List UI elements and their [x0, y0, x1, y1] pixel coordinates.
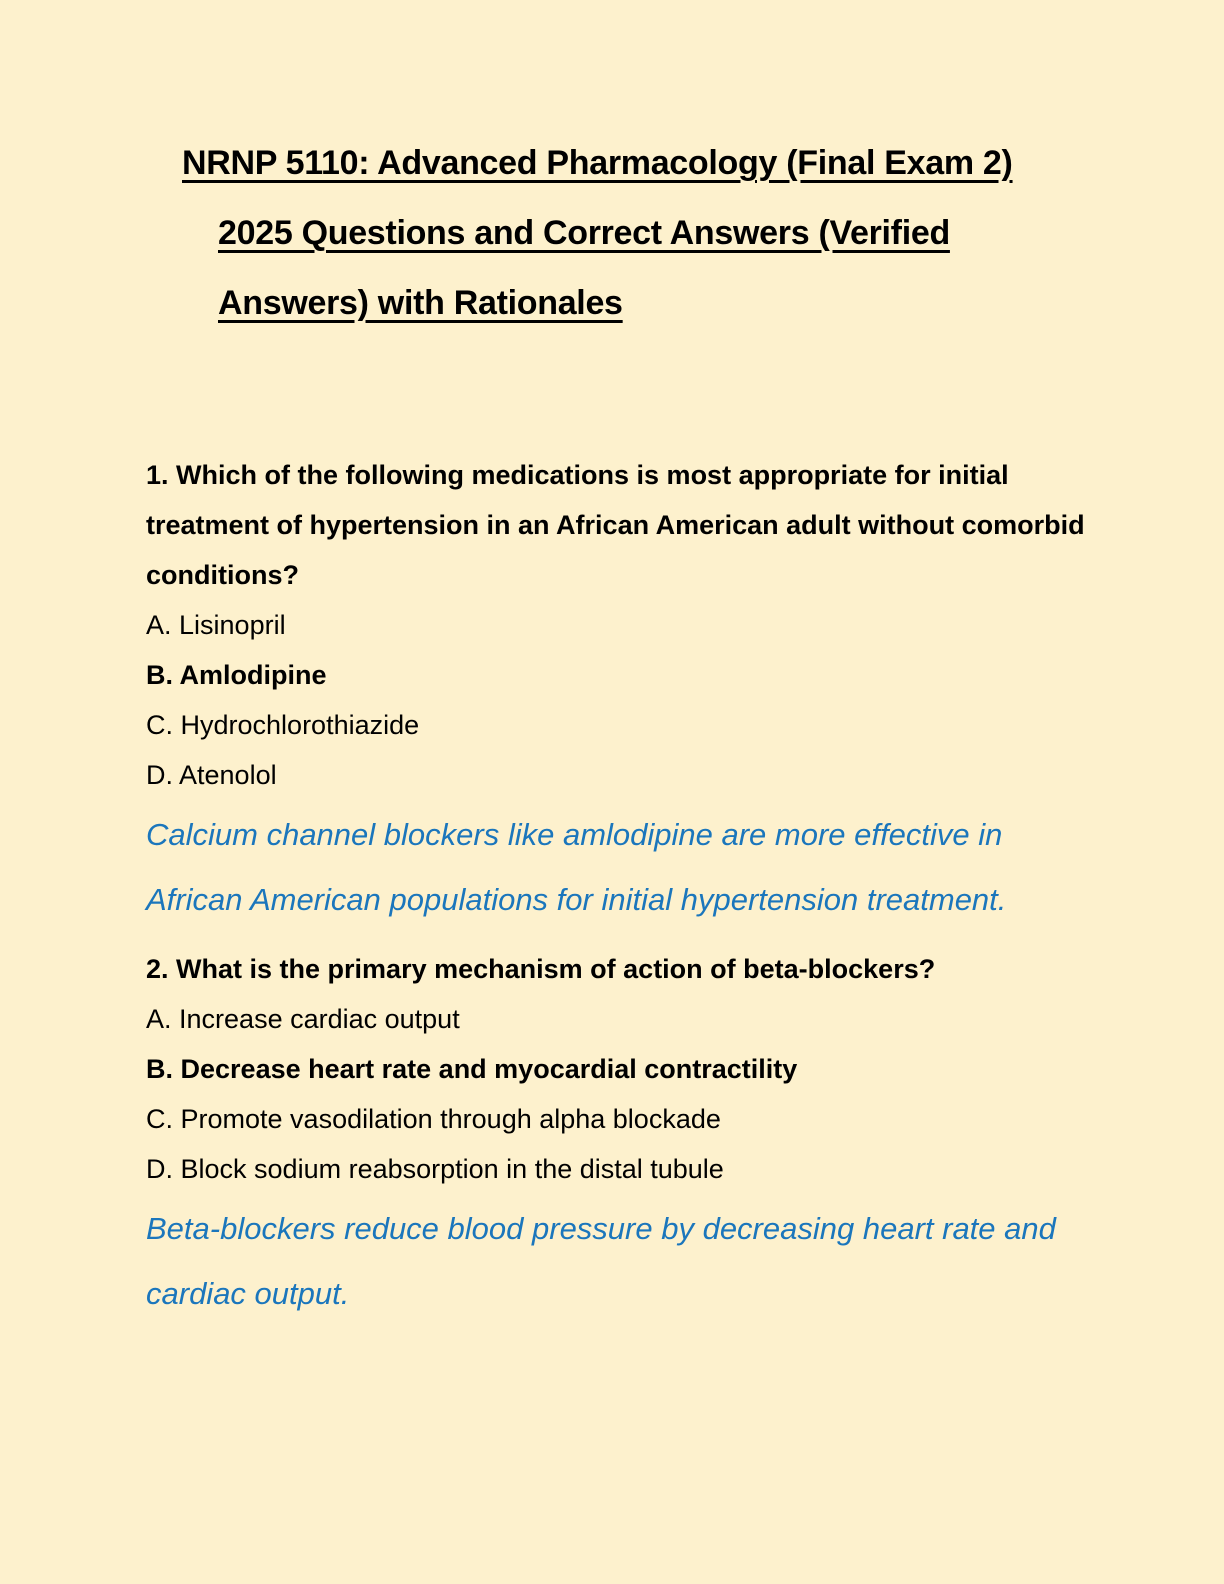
question-1-option-d: [146, 750, 1094, 800]
question-1-number: 1.: [146, 460, 169, 490]
option-text: Atenolol: [179, 760, 277, 790]
option-label: D.: [146, 760, 173, 790]
question-1-body: Which of the following medications is most appropriate for initial treatment of hypertension in an African American adult without comorbid conditions?: [146, 460, 1085, 590]
title-line-1: NRNP 5110: Advanced Pharmacology (Final Exam 2): [182, 144, 1013, 182]
option-label: B.: [146, 1054, 173, 1084]
option-text: Promote vasodilation through alpha blockade: [180, 1104, 721, 1134]
option-text: Lisinopril: [179, 610, 286, 640]
title-line-2: 2025 Questions and Correct Answers (Verified: [218, 214, 950, 252]
question-2-option-b-correct: [146, 1044, 1094, 1094]
question-1: [146, 450, 1094, 932]
question-2-option-c: [146, 1094, 1094, 1144]
document-title: [146, 128, 1094, 338]
option-label: A.: [146, 1004, 172, 1034]
question-1-text: [146, 450, 1094, 600]
option-text: Hydrochlorothiazide: [180, 710, 420, 740]
question-2-option-d: [146, 1144, 1094, 1194]
title-line-3: Answers) with Rationales: [218, 284, 623, 322]
question-2-body: What is the primary mechanism of action of beta-blockers?: [176, 954, 936, 984]
option-text: Block sodium reabsorption in the distal tubule: [180, 1154, 724, 1184]
question-2-number: 2.: [146, 954, 169, 984]
question-2-text: [146, 944, 1094, 994]
question-1-option-b-correct: [146, 650, 1094, 700]
question-2-option-a: [146, 994, 1094, 1044]
option-label: D.: [146, 1154, 173, 1184]
option-text: Increase cardiac output: [179, 1004, 460, 1034]
option-label: C.: [146, 710, 173, 740]
question-2: [146, 944, 1094, 1326]
option-label: B.: [146, 660, 173, 690]
option-label: C.: [146, 1104, 173, 1134]
option-label: A.: [146, 610, 172, 640]
question-1-option-c: [146, 700, 1094, 750]
question-1-option-a: [146, 600, 1094, 650]
option-text: Amlodipine: [179, 660, 327, 690]
question-2-rationale: Beta-blockers reduce blood pressure by decreasing heart rate and cardiac output.: [146, 1211, 1056, 1311]
question-1-rationale: Calcium channel blockers like amlodipine are more effective in African American populations for initial hypertension treatment.: [146, 817, 1007, 917]
option-text: Decrease heart rate and myocardial contractility: [180, 1054, 798, 1084]
